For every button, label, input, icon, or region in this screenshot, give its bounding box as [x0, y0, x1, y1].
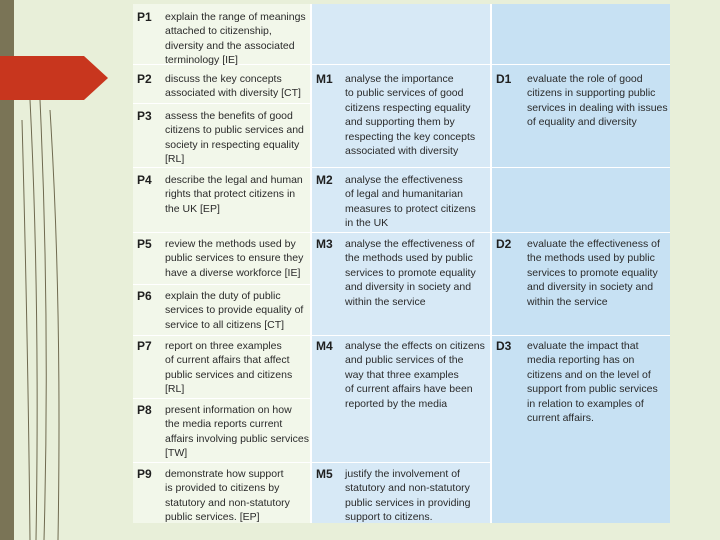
criterion-text: evaluate the effectiveness of the methods used by public services to promote equality and diversity in society and within the service	[527, 238, 660, 308]
criterion-text: explain the range of meanings attached to citizenship, diversity and the associated terminology [IE]	[165, 11, 306, 67]
row-divider	[133, 335, 310, 336]
row-divider	[312, 335, 490, 336]
criterion-text: describe the legal and human rights that protect citizens in the UK [EP]	[165, 174, 303, 215]
criterion-code: P3	[137, 109, 152, 123]
row-divider	[492, 232, 670, 233]
criterion-text: present information on how the media reports current affairs involving public services [TW]	[165, 404, 309, 460]
red-arrow-shape	[0, 52, 110, 104]
row-divider	[133, 398, 310, 399]
row-divider	[492, 167, 670, 168]
criterion-text: discuss the key concepts associated with diversity [CT]	[165, 73, 301, 100]
row-divider	[133, 284, 310, 285]
row-divider	[133, 232, 310, 233]
criterion-text: assess the benefits of good citizens to public services and society in respecting equality [RL]	[165, 110, 304, 166]
row-divider	[133, 462, 310, 463]
criterion-text: justify the involvement of statutory and non-statutory public services in providing support to citizens.	[345, 468, 471, 524]
criterion-code: P9	[137, 467, 152, 481]
criterion-code: P8	[137, 403, 152, 417]
criterion-code: P1	[137, 10, 152, 24]
criterion-code: P5	[137, 237, 152, 251]
row-divider	[312, 167, 490, 168]
criterion-code: P4	[137, 173, 152, 187]
criterion-text: evaluate the role of good citizens in supporting public services in dealing with issues of equality and diversity	[527, 73, 668, 129]
criterion-text: analyse the effects on citizens and public services of the way that three examples of current affairs have been reported by the media	[345, 340, 485, 410]
criterion-code: M3	[316, 237, 333, 251]
row-divider	[312, 64, 490, 65]
criterion-code: M2	[316, 173, 333, 187]
criterion-code: P7	[137, 339, 152, 353]
criterion-code: D3	[496, 339, 512, 353]
row-divider	[133, 103, 310, 104]
row-divider	[312, 232, 490, 233]
criterion-code: P6	[137, 289, 152, 303]
criterion-code: M5	[316, 467, 333, 481]
criterion-text: analyse the importance to public services of good citizens respecting equality and supporting them by respecting the key concepts associated with diversity	[345, 73, 476, 158]
criterion-text: demonstrate how support is provided to citizens by statutory and non-statutory public services. [EP]	[165, 468, 290, 524]
criterion-code: M1	[316, 72, 333, 86]
row-divider	[312, 462, 490, 463]
criterion-text: analyse the effectiveness of legal and humanitarian measures to protect citizens in the UK	[345, 174, 476, 230]
row-divider	[492, 335, 670, 336]
criterion-code: M4	[316, 339, 333, 353]
criterion-code: P2	[137, 72, 152, 86]
row-divider	[133, 167, 310, 168]
criterion-text: analyse the effectiveness of the methods used by public services to promote equality and diversity in society and within the service	[345, 238, 476, 308]
criterion-code: D2	[496, 237, 512, 251]
criterion-text: explain the duty of public services to provide equality of service to all citizens [CT]	[165, 290, 304, 331]
criterion-code: D1	[496, 72, 512, 86]
criterion-text: review the methods used by public services to ensure they have a diverse workforce [IE]	[165, 238, 304, 279]
row-divider	[492, 64, 670, 65]
criterion-text: evaluate the impact that media reporting has on citizens and on the level of support from public services in relation to examples of current affairs.	[527, 340, 658, 425]
criterion-text: report on three examples of current affairs that affect public services and citizens [RL]	[165, 340, 293, 396]
grading-criteria-table	[133, 4, 670, 523]
